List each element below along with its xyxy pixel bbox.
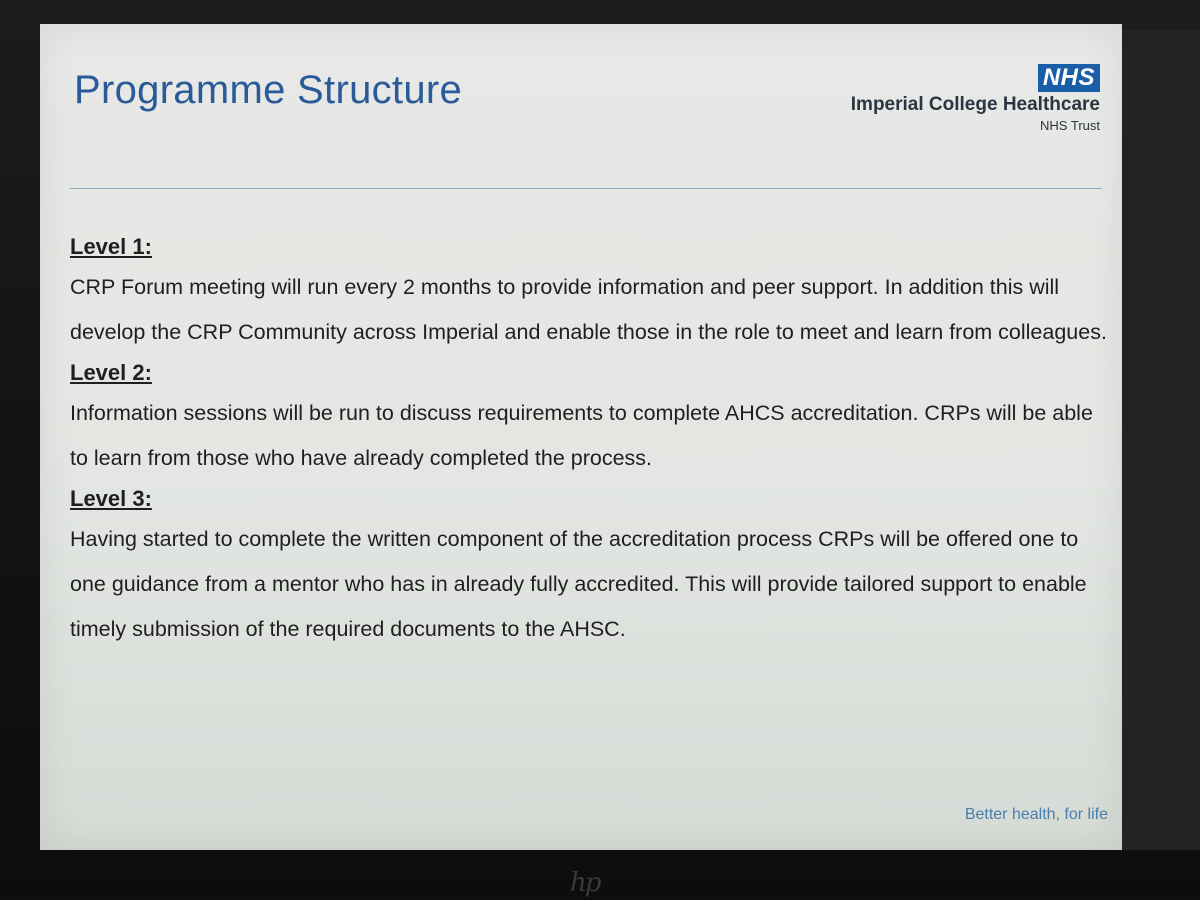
- footer-tagline: Better health, for life: [964, 806, 1108, 823]
- slide-title: Programme Structure: [74, 68, 463, 112]
- slide-content: [70, 229, 1110, 652]
- level-2-section: [70, 355, 1110, 481]
- level-2-text: Information sessions will be run to discuss requirements to complete AHCS accreditation. CRPs will be able to learn from those who have already completed the process.: [70, 401, 1093, 470]
- screen-bezel: [1122, 30, 1200, 850]
- level-3-heading: Level 3:: [70, 486, 152, 511]
- level-3-text: Having started to complete the written component of the accreditation process CRPs will be offered one to one guidance from a mentor who has in already fully accredited. This will provide tailored support to enable timely submission of the required documents to the AHSC.: [70, 527, 1087, 641]
- hp-logo: hp: [570, 868, 600, 898]
- level-3-section: [70, 481, 1110, 652]
- level-1-section: [70, 229, 1110, 355]
- presentation-slide: [40, 24, 1122, 850]
- header-divider: [70, 188, 1102, 189]
- trust-label: NHS Trust: [1040, 118, 1100, 133]
- nhs-logo: NHS: [1038, 64, 1100, 92]
- level-2-heading: Level 2:: [70, 360, 152, 385]
- organisation-name: Imperial College Healthcare: [850, 94, 1100, 115]
- level-1-heading: Level 1:: [70, 234, 152, 259]
- level-1-text: CRP Forum meeting will run every 2 months to provide information and peer support. In addition this will develop the CRP Community across Imperial and enable those in the role to meet and learn from colleagues.: [70, 275, 1107, 344]
- nhs-logo-block: [800, 64, 1100, 133]
